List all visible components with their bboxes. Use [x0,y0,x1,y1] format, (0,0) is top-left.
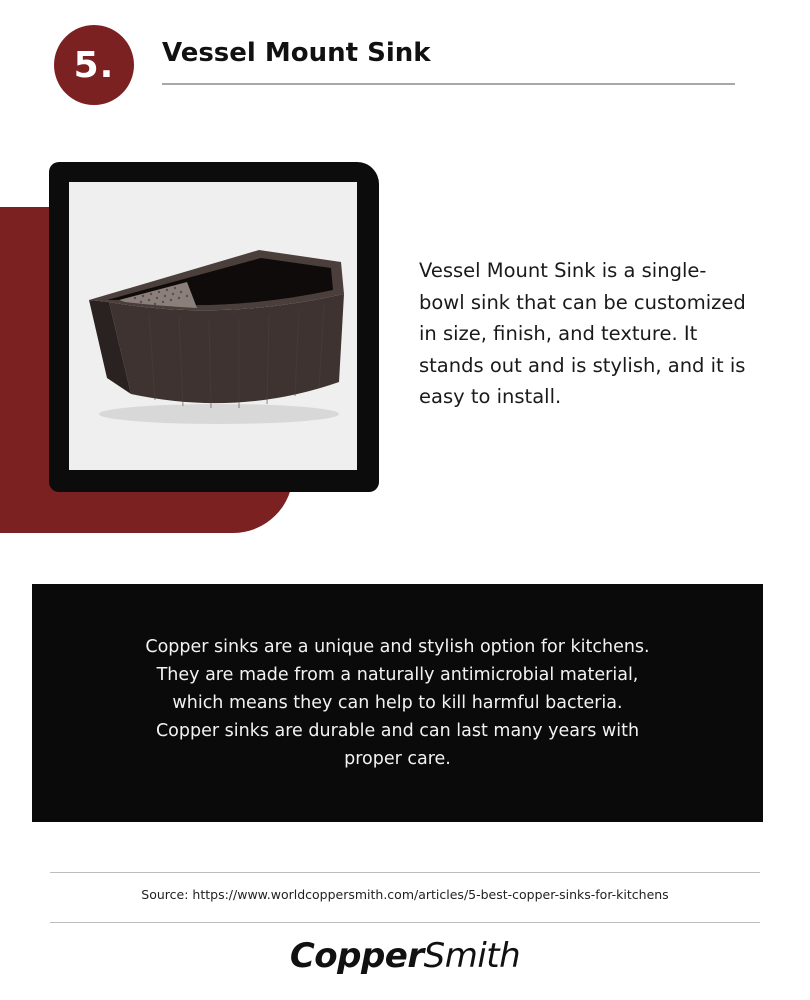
sink-illustration [69,182,357,470]
footer-bottom-divider [50,922,760,923]
logo-text-smith: Smith [423,936,521,976]
source-citation: Source: https://www.worldcoppersmith.com/articles/5-best-copper-sinks-for-kitchens [141,887,669,902]
footer-top-divider [50,872,760,873]
coppersmith-logo [0,936,810,976]
step-number-badge [54,25,134,105]
logo-text-copper: Copper [289,936,424,976]
title-divider [162,83,735,85]
photo-frame [49,162,379,492]
sink-photo [69,182,357,470]
step-number: 5. [73,44,115,86]
page-title: Vessel Mount Sink [162,38,431,68]
info-box [32,584,763,822]
sink-description: Vessel Mount Sink is a single-bowl sink that can be customized in size, finish, and texture. It stands out and is stylish, and it is easy to install. [419,259,746,408]
info-text: Copper sinks are a unique and stylish option for kitchens. They are made from a naturally antimicrobial material, which means they can help to kill harmful bacteria. Copper sinks are durable and can last many years with proper care. [145,637,650,769]
